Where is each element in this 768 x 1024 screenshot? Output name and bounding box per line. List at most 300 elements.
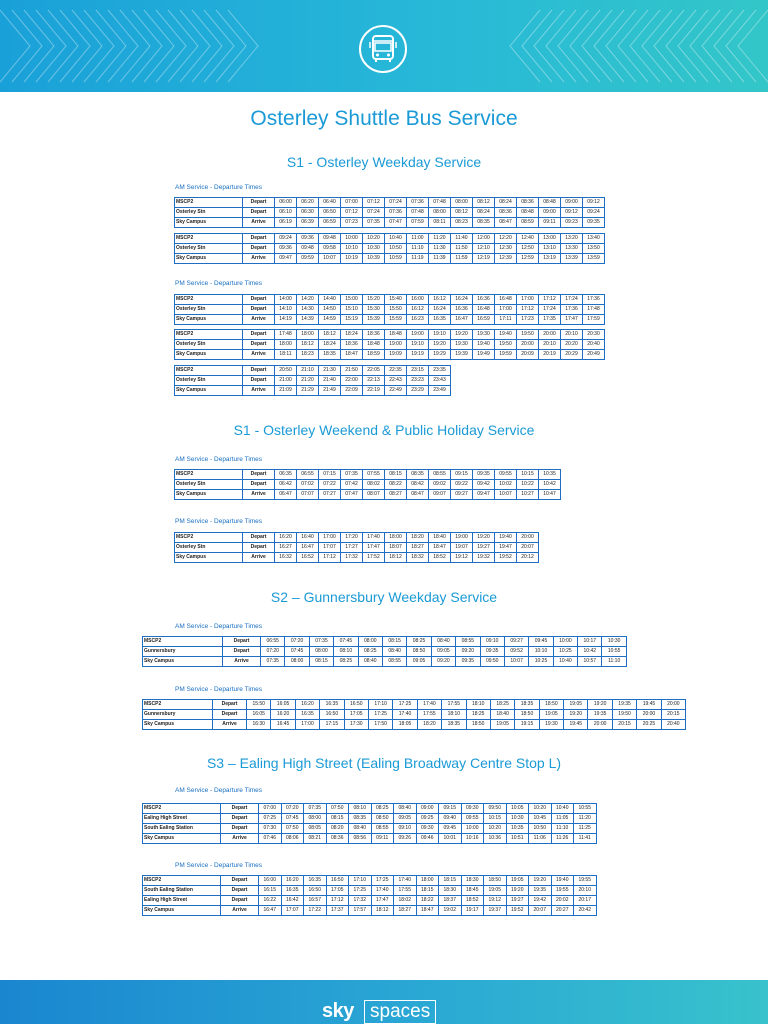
time-cell: 11:05 [551, 814, 574, 824]
time-cell: 16:30 [247, 720, 271, 730]
time-cell: 12:30 [495, 244, 517, 254]
time-cell: 08:07 [363, 490, 385, 500]
time-cell: 11:20 [429, 234, 451, 244]
time-cell: 11:41 [574, 834, 597, 844]
time-cell: 19:30 [539, 720, 563, 730]
time-cell: 18:20 [417, 720, 441, 730]
time-cell: 17:12 [319, 553, 341, 563]
table-row [175, 366, 451, 376]
time-cell: 18:00 [385, 533, 407, 543]
time-cell: 06:10 [275, 208, 297, 218]
time-cell: 07:36 [407, 198, 429, 208]
stop-type: Depart [221, 876, 259, 886]
stop-name: MSCP2 [143, 876, 221, 886]
time-cell: 10:55 [602, 647, 626, 657]
service-caption: AM Service - Departure Times [175, 623, 263, 630]
time-cell: 18:45 [461, 886, 484, 896]
timetable [142, 636, 627, 667]
stop-name: Osterley Stn [175, 244, 243, 254]
time-cell: 09:27 [504, 637, 528, 647]
time-cell: 21:49 [319, 386, 341, 396]
time-cell: 19:55 [574, 876, 597, 886]
time-cell: 08:15 [385, 470, 407, 480]
stop-type: Arrive [243, 315, 275, 325]
time-cell: 18:12 [385, 553, 407, 563]
time-cell: 16:12 [429, 295, 451, 305]
time-cell: 10:55 [574, 804, 597, 814]
time-cell: 17:47 [561, 315, 583, 325]
table-row [175, 350, 605, 360]
time-cell: 08:25 [407, 637, 431, 647]
time-cell: 08:56 [349, 834, 372, 844]
time-cell: 08:36 [326, 834, 349, 844]
time-cell: 19:49 [473, 350, 495, 360]
table-row [143, 814, 597, 824]
time-cell: 18:27 [394, 906, 417, 916]
time-cell: 11:10 [602, 657, 626, 667]
time-cell: 17:24 [561, 295, 583, 305]
time-cell: 08:22 [385, 480, 407, 490]
table-row [175, 470, 561, 480]
time-cell: 09:05 [407, 657, 431, 667]
time-cell: 16:35 [281, 886, 304, 896]
time-cell: 17:12 [326, 896, 349, 906]
time-cell: 12:10 [473, 244, 495, 254]
time-cell: 08:12 [473, 198, 495, 208]
timetable [174, 365, 451, 396]
time-cell: 19:05 [564, 700, 588, 710]
time-cell: 17:22 [304, 906, 327, 916]
time-cell: 08:27 [385, 490, 407, 500]
stop-name: Sky Campus [175, 490, 243, 500]
table-row [175, 254, 605, 264]
time-cell: 18:37 [439, 896, 462, 906]
time-cell: 17:47 [363, 543, 385, 553]
time-cell: 15:50 [247, 700, 271, 710]
logo-spaces-text: spaces [364, 1000, 436, 1024]
time-cell: 09:35 [473, 470, 495, 480]
time-cell: 11:06 [529, 834, 552, 844]
time-cell: 06:59 [319, 218, 341, 228]
section-title: S1 - Osterley Weekend & Public Holiday Service [233, 422, 535, 438]
time-cell: 09:35 [480, 647, 504, 657]
timetable [142, 803, 597, 844]
stop-name: MSCP2 [143, 700, 213, 710]
stop-type: Depart [243, 305, 275, 315]
time-cell: 15:40 [385, 295, 407, 305]
stop-type: Arrive [243, 218, 275, 228]
time-cell: 07:12 [341, 208, 363, 218]
time-cell: 10:07 [504, 657, 528, 667]
time-cell: 06:40 [319, 198, 341, 208]
time-cell: 16:48 [495, 295, 517, 305]
time-cell: 10:16 [461, 834, 484, 844]
time-cell: 16:24 [451, 295, 473, 305]
time-cell: 08:05 [304, 824, 327, 834]
time-cell: 17:47 [371, 896, 394, 906]
time-cell: 22:49 [385, 386, 407, 396]
time-cell: 09:47 [275, 254, 297, 264]
stop-name: Sky Campus [143, 720, 213, 730]
table-row [143, 804, 597, 814]
time-cell: 19:20 [506, 886, 529, 896]
time-cell: 16:27 [275, 543, 297, 553]
time-cell: 23:15 [407, 366, 429, 376]
time-cell: 16:40 [297, 533, 319, 543]
time-cell: 19:00 [385, 340, 407, 350]
time-cell: 19:39 [451, 350, 473, 360]
time-cell: 13:59 [583, 254, 605, 264]
time-cell: 17:25 [368, 710, 392, 720]
time-cell: 12:40 [517, 234, 539, 244]
time-cell: 19:35 [612, 700, 636, 710]
stop-type: Depart [243, 543, 275, 553]
time-cell: 16:59 [473, 315, 495, 325]
time-cell: 17:11 [495, 315, 517, 325]
time-cell: 21:29 [297, 386, 319, 396]
time-cell: 09:55 [495, 470, 517, 480]
time-cell: 08:15 [382, 637, 406, 647]
time-cell: 11:25 [574, 824, 597, 834]
time-cell: 16:50 [320, 710, 344, 720]
time-cell: 18:11 [275, 350, 297, 360]
time-cell: 08:42 [407, 480, 429, 490]
time-cell: 09:42 [473, 480, 495, 490]
time-cell: 16:15 [259, 886, 282, 896]
time-cell: 20:29 [561, 350, 583, 360]
time-cell: 09:10 [480, 637, 504, 647]
time-cell: 19:20 [529, 876, 552, 886]
time-cell: 18:50 [484, 876, 507, 886]
time-cell: 15:59 [385, 315, 407, 325]
time-cell: 08:20 [326, 824, 349, 834]
time-cell: 09:02 [429, 480, 451, 490]
time-cell: 10:35 [506, 824, 529, 834]
stop-type: Depart [243, 198, 275, 208]
time-cell: 20:15 [661, 710, 685, 720]
time-cell: 14:30 [297, 305, 319, 315]
time-cell: 17:40 [417, 700, 441, 710]
time-cell: 18:05 [393, 720, 417, 730]
time-cell: 09:59 [297, 254, 319, 264]
table-row [143, 657, 627, 667]
time-cell: 16:52 [297, 553, 319, 563]
time-cell: 19:40 [473, 340, 495, 350]
time-cell: 18:23 [297, 350, 319, 360]
time-cell: 19:20 [588, 700, 612, 710]
time-cell: 06:47 [275, 490, 297, 500]
stop-type: Arrive [213, 720, 247, 730]
time-cell: 19:30 [473, 330, 495, 340]
time-cell: 19:12 [451, 553, 473, 563]
stop-type: Depart [223, 637, 261, 647]
service-caption: AM Service - Departure Times [175, 184, 263, 191]
time-cell: 17:40 [363, 533, 385, 543]
time-cell: 17:40 [393, 710, 417, 720]
time-cell: 10:59 [385, 254, 407, 264]
time-cell: 07:45 [281, 814, 304, 824]
time-cell: 19:32 [473, 553, 495, 563]
stop-type: Arrive [221, 834, 259, 844]
stop-name: Ealing High Street [143, 814, 221, 824]
time-cell: 11:10 [551, 824, 574, 834]
time-cell: 17:30 [344, 720, 368, 730]
time-cell: 20:00 [637, 710, 661, 720]
time-cell: 17:07 [319, 543, 341, 553]
time-cell: 08:15 [326, 814, 349, 824]
time-cell: 14:10 [275, 305, 297, 315]
time-cell: 14:19 [275, 315, 297, 325]
time-cell: 10:10 [529, 647, 553, 657]
time-cell: 10:45 [529, 814, 552, 824]
time-cell: 18:27 [407, 543, 429, 553]
time-cell: 09:27 [451, 490, 473, 500]
table-row [175, 340, 605, 350]
stop-type: Depart [223, 647, 261, 657]
time-cell: 18:15 [439, 876, 462, 886]
time-cell: 18:47 [341, 350, 363, 360]
time-cell: 21:10 [297, 366, 319, 376]
time-cell: 17:27 [341, 543, 363, 553]
service-caption: PM Service - Departure Times [175, 518, 263, 525]
time-cell: 22:19 [363, 386, 385, 396]
time-cell: 09:00 [561, 198, 583, 208]
table-row [143, 700, 686, 710]
time-cell: 19:10 [429, 330, 451, 340]
time-cell: 17:50 [368, 720, 392, 730]
time-cell: 14:39 [297, 315, 319, 325]
time-cell: 08:55 [371, 824, 394, 834]
time-cell: 19:30 [451, 340, 473, 350]
time-cell: 10:42 [539, 480, 561, 490]
time-cell: 18:15 [416, 886, 439, 896]
time-cell: 09:11 [371, 834, 394, 844]
time-cell: 18:52 [429, 553, 451, 563]
time-cell: 16:35 [429, 315, 451, 325]
time-cell: 09:36 [297, 234, 319, 244]
time-cell: 07:35 [363, 218, 385, 228]
time-cell: 06:42 [275, 480, 297, 490]
time-cell: 14:59 [319, 315, 341, 325]
time-cell: 19:17 [461, 906, 484, 916]
stop-name: South Ealing Station [143, 824, 221, 834]
time-cell: 10:47 [539, 490, 561, 500]
time-cell: 20:19 [539, 350, 561, 360]
time-cell: 07:27 [319, 490, 341, 500]
stop-name: Osterley Stn [175, 480, 243, 490]
time-cell: 14:00 [275, 295, 297, 305]
time-cell: 20:50 [275, 366, 297, 376]
time-cell: 18:22 [416, 896, 439, 906]
time-cell: 08:55 [456, 637, 480, 647]
time-cell: 10:39 [363, 254, 385, 264]
time-cell: 16:47 [297, 543, 319, 553]
time-cell: 21:50 [341, 366, 363, 376]
stop-type: Depart [243, 208, 275, 218]
time-cell: 10:40 [553, 657, 577, 667]
time-cell: 22:13 [363, 376, 385, 386]
time-cell: 10:40 [551, 804, 574, 814]
stop-name: Sky Campus [175, 315, 243, 325]
stop-name: MSCP2 [175, 470, 243, 480]
time-cell: 09:50 [484, 804, 507, 814]
service-caption: PM Service - Departure Times [175, 686, 263, 693]
time-cell: 18:00 [416, 876, 439, 886]
time-cell: 07:45 [334, 637, 358, 647]
table-row [175, 376, 451, 386]
time-cell: 10:35 [539, 470, 561, 480]
time-cell: 08:59 [517, 218, 539, 228]
time-cell: 14:20 [297, 295, 319, 305]
stop-name: South Ealing Station [143, 886, 221, 896]
time-cell: 10:20 [484, 824, 507, 834]
stop-name: Gunnersbury [143, 647, 223, 657]
time-cell: 09:48 [297, 244, 319, 254]
time-cell: 10:17 [578, 637, 602, 647]
stop-name: Sky Campus [175, 553, 243, 563]
time-cell: 22:43 [385, 376, 407, 386]
time-cell: 20:40 [661, 720, 685, 730]
time-cell: 18:40 [429, 533, 451, 543]
time-cell: 18:52 [461, 896, 484, 906]
time-cell: 08:36 [517, 198, 539, 208]
time-cell: 07:55 [363, 470, 385, 480]
stop-type: Depart [243, 533, 275, 543]
time-cell: 06:55 [297, 470, 319, 480]
time-cell: 09:15 [451, 470, 473, 480]
time-cell: 20:09 [517, 350, 539, 360]
time-cell: 09:25 [416, 814, 439, 824]
time-cell: 17:36 [561, 305, 583, 315]
time-cell: 09:22 [451, 480, 473, 490]
time-cell: 09:12 [583, 198, 605, 208]
time-cell: 20:00 [517, 533, 539, 543]
time-cell: 16:22 [259, 896, 282, 906]
time-cell: 17:05 [344, 710, 368, 720]
time-cell: 17:55 [442, 700, 466, 710]
table-row [175, 315, 605, 325]
time-cell: 19:50 [517, 330, 539, 340]
time-cell: 07:00 [341, 198, 363, 208]
time-cell: 16:42 [281, 896, 304, 906]
table-row [175, 218, 605, 228]
time-cell: 06:39 [297, 218, 319, 228]
time-cell: 20:15 [612, 720, 636, 730]
time-cell: 21:40 [319, 376, 341, 386]
time-cell: 23:43 [429, 376, 451, 386]
time-cell: 17:52 [363, 553, 385, 563]
time-cell: 08:36 [495, 208, 517, 218]
stop-name: MSCP2 [175, 366, 243, 376]
time-cell: 13:20 [561, 234, 583, 244]
time-cell: 09:30 [461, 804, 484, 814]
time-cell: 07:50 [326, 804, 349, 814]
time-cell: 20:00 [517, 340, 539, 350]
time-cell: 20:42 [574, 906, 597, 916]
time-cell: 17:25 [349, 886, 372, 896]
time-cell: 18:30 [461, 876, 484, 886]
stop-name: MSCP2 [143, 637, 223, 647]
time-cell: 19:15 [515, 720, 539, 730]
time-cell: 19:27 [473, 543, 495, 553]
time-cell: 21:09 [275, 386, 297, 396]
time-cell: 19:52 [495, 553, 517, 563]
stop-type: Arrive [243, 350, 275, 360]
time-cell: 13:00 [539, 234, 561, 244]
time-cell: 19:37 [484, 906, 507, 916]
time-cell: 09:15 [439, 804, 462, 814]
time-cell: 19:00 [451, 533, 473, 543]
time-cell: 08:10 [334, 647, 358, 657]
time-cell: 16:05 [271, 700, 295, 710]
time-cell: 08:40 [431, 637, 455, 647]
stop-type: Depart [213, 710, 247, 720]
stop-type: Depart [213, 700, 247, 710]
time-cell: 08:50 [371, 814, 394, 824]
stop-type: Arrive [243, 490, 275, 500]
timetable [174, 294, 605, 325]
time-cell: 11:10 [407, 244, 429, 254]
time-cell: 09:26 [394, 834, 417, 844]
time-cell: 19:42 [529, 896, 552, 906]
time-cell: 16:50 [344, 700, 368, 710]
time-cell: 08:00 [358, 637, 382, 647]
time-cell: 07:45 [285, 647, 309, 657]
time-cell: 09:24 [275, 234, 297, 244]
time-cell: 07:24 [363, 208, 385, 218]
time-cell: 22:35 [385, 366, 407, 376]
time-cell: 07:20 [281, 804, 304, 814]
time-cell: 16:20 [275, 533, 297, 543]
time-cell: 16:50 [326, 876, 349, 886]
logo-sky-text: sky [322, 1000, 354, 1022]
time-cell: 18:02 [394, 896, 417, 906]
bus-icon [358, 24, 408, 74]
time-cell: 10:36 [484, 834, 507, 844]
time-cell: 19:52 [506, 906, 529, 916]
time-cell: 11:39 [429, 254, 451, 264]
stop-type: Arrive [223, 657, 261, 667]
time-cell: 11:26 [551, 834, 574, 844]
time-cell: 23:23 [407, 376, 429, 386]
time-cell: 19:29 [429, 350, 451, 360]
time-cell: 17:00 [517, 295, 539, 305]
time-cell: 08:00 [309, 647, 333, 657]
time-cell: 08:24 [495, 198, 517, 208]
time-cell: 16:48 [473, 305, 495, 315]
time-cell: 19:10 [407, 340, 429, 350]
time-cell: 08:21 [304, 834, 327, 844]
time-cell: 19:05 [490, 720, 514, 730]
stop-type: Depart [243, 340, 275, 350]
time-cell: 10:01 [439, 834, 462, 844]
time-cell: 10:30 [506, 814, 529, 824]
time-cell: 17:48 [583, 305, 605, 315]
time-cell: 14:50 [319, 305, 341, 315]
time-cell: 10:10 [341, 244, 363, 254]
time-cell: 09:23 [561, 218, 583, 228]
time-cell: 07:20 [285, 637, 309, 647]
time-cell: 19:55 [551, 886, 574, 896]
time-cell: 17:25 [371, 876, 394, 886]
section-title: S2 – Gunnersbury Weekday Service [270, 589, 498, 605]
time-cell: 16:20 [295, 700, 319, 710]
time-cell: 20:02 [551, 896, 574, 906]
time-cell: 12:39 [495, 254, 517, 264]
time-cell: 09:10 [394, 824, 417, 834]
stop-name: Osterley Stn [175, 340, 243, 350]
time-cell: 09:20 [456, 647, 480, 657]
